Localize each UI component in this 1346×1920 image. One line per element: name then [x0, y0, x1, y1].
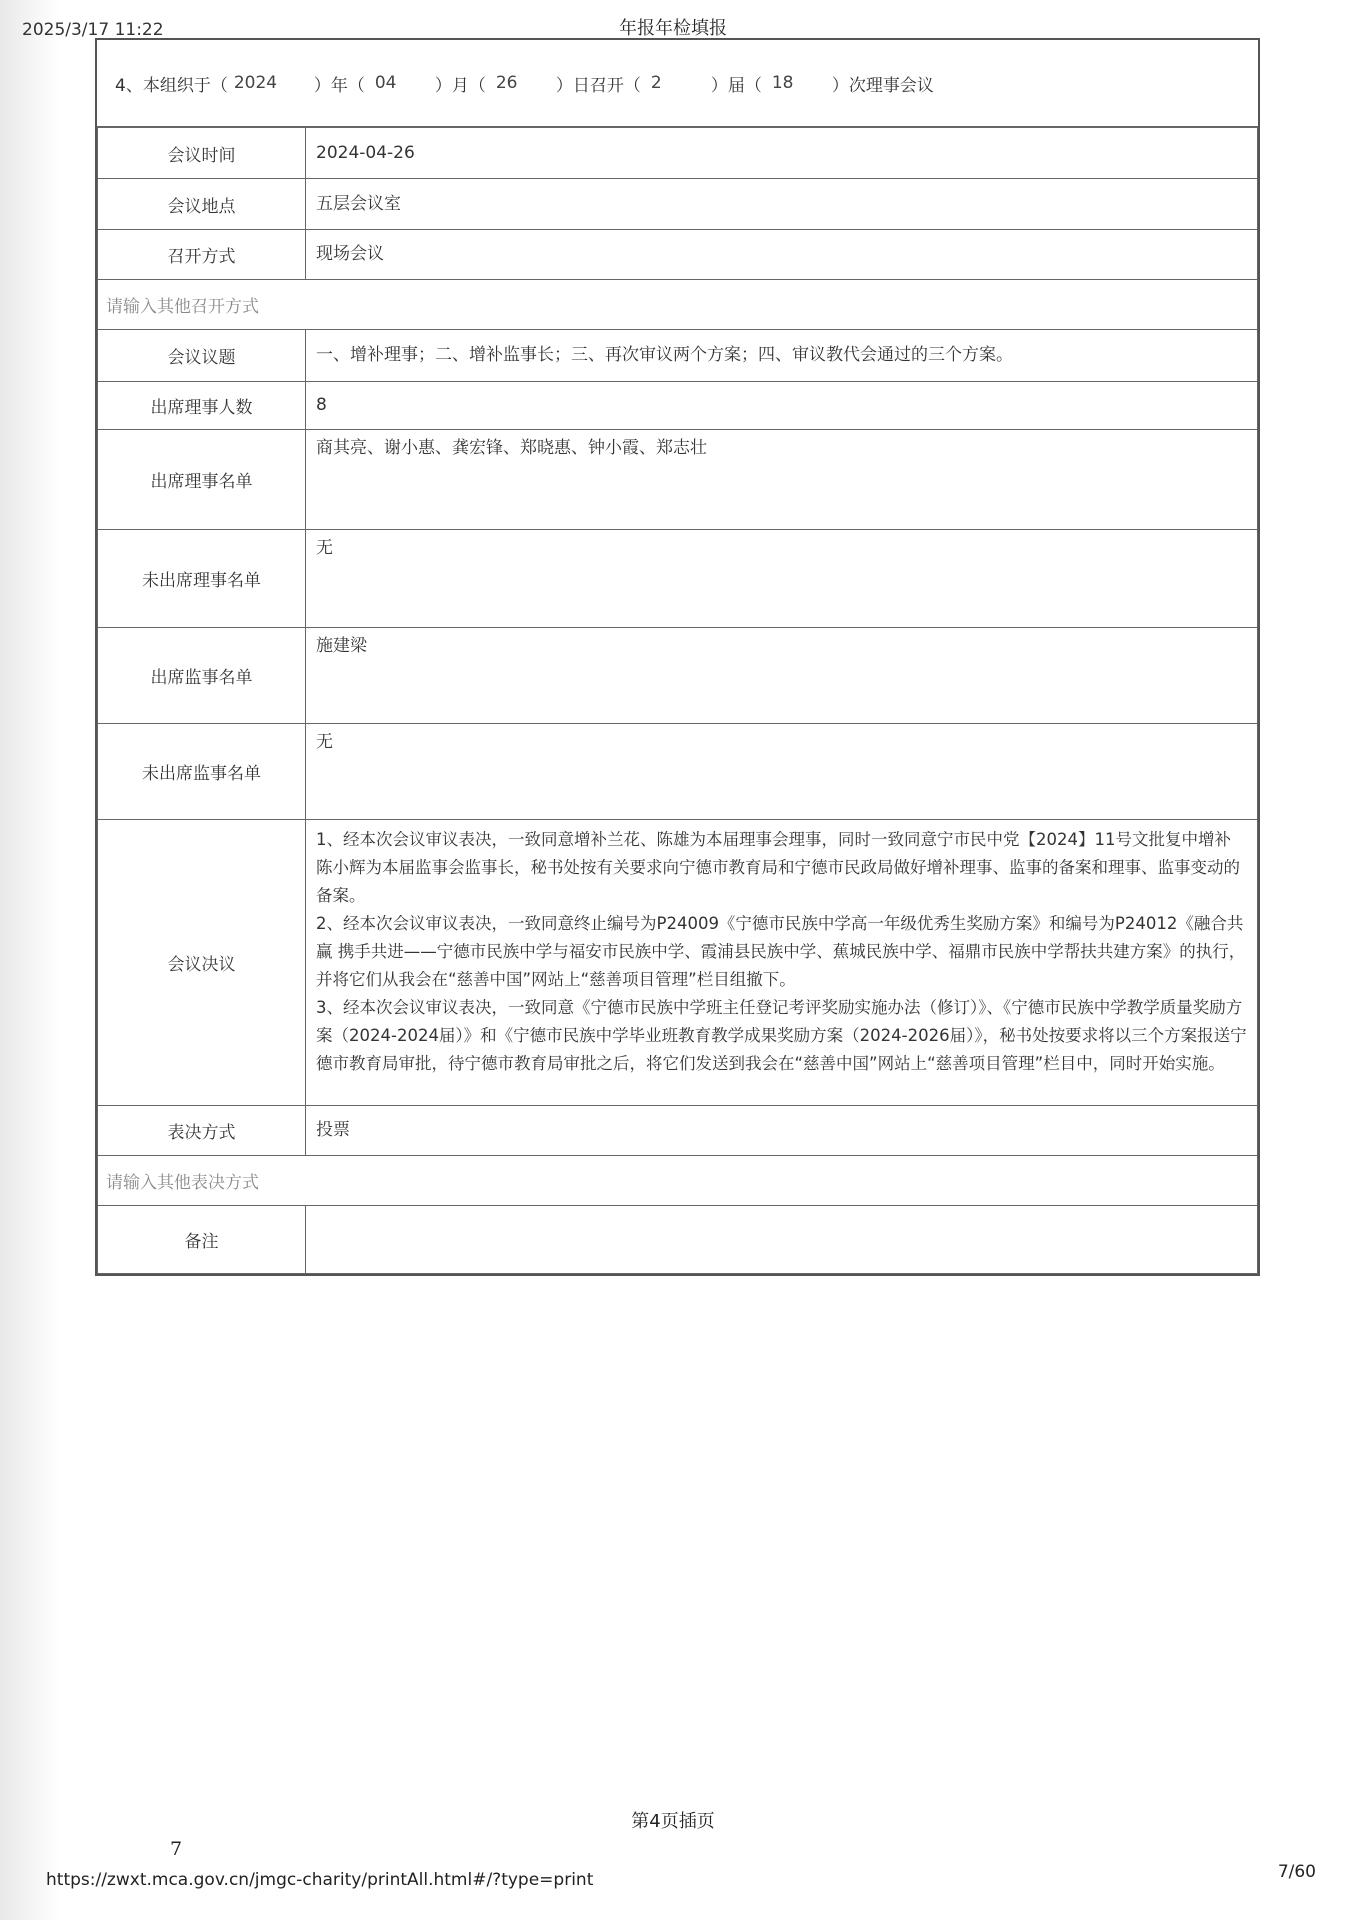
table-row [98, 628, 1258, 724]
resolution-item-1: 1、经本次会议审议表决，一致同意增补兰花、陈雄为本届理事会理事，同时一致同意宁市民中党【2024】11号文批复中增补陈小辉为本届监事会监事长，秘书处按有关要求向宁德市教育局和宁德市民政局做好增补理事、监事的备案和理事、监事变动的备案。 [316, 830, 1240, 906]
intro-count: 18 [771, 73, 794, 93]
intro-day-suffix: ）日召开（ [555, 75, 641, 96]
print-timestamp: 2025/3/17 11:22 [22, 20, 164, 40]
directors-count-label: 出席理事人数 [98, 382, 306, 430]
scan-edge-shadow [0, 0, 60, 1920]
directors-present-field[interactable]: 商其亮、谢小惠、龚宏锋、郑晓惠、钟小霞、郑志壮 [306, 430, 1258, 530]
remark-field[interactable] [306, 1206, 1258, 1274]
supervisors-absent-label: 未出席监事名单 [98, 724, 306, 820]
table-row [98, 820, 1258, 1106]
intro-session: 2 [650, 73, 662, 93]
page-counter: 7/60 [1277, 1862, 1316, 1882]
meeting-detail-table [97, 127, 1258, 1274]
resolution-field[interactable] [306, 820, 1258, 1106]
supervisors-present-field[interactable]: 施建梁 [306, 628, 1258, 724]
meeting-place-label: 会议地点 [98, 179, 306, 230]
table-row [98, 724, 1258, 820]
table-row [98, 382, 1258, 430]
intro-prefix: 4、本组织于（ [115, 75, 228, 96]
vote-method-label: 表决方式 [98, 1106, 306, 1156]
intro-month: 04 [374, 73, 397, 93]
directors-count-field[interactable]: 8 [306, 382, 1258, 430]
intro-day: 26 [495, 73, 518, 93]
other-vote-method-input[interactable]: 请输入其他表决方式 [98, 1156, 1258, 1206]
meeting-method-label: 召开方式 [98, 230, 306, 280]
vote-method-field[interactable]: 投票 [306, 1106, 1258, 1156]
meeting-form [95, 38, 1260, 1276]
table-row [98, 330, 1258, 382]
meeting-method-field[interactable]: 现场会议 [306, 230, 1258, 280]
meeting-topic-label: 会议议题 [98, 330, 306, 382]
directors-absent-label: 未出席理事名单 [98, 530, 306, 628]
table-row [98, 1156, 1258, 1206]
resolution-item-3: 3、经本次会议审议表决，一致同意《宁德市民族中学班主任登记考评奖励实施办法（修订）》、《宁德市民族中学教学质量奖励方案（2024-2024届）》和《宁德市民族中学毕业班教育教学成果奖励方案（2024-2026届）》，秘书处按要求将以三个方案报送宁德市教育局审批，待宁德市教育局审批之后，将它们发送到我会在“慈善中国”网站上“慈善项目管理”栏目中，同时开始实施。 [316, 998, 1247, 1074]
meeting-place-field[interactable]: 五层会议室 [306, 179, 1258, 230]
meeting-time-label: 会议时间 [98, 128, 306, 179]
table-row [98, 1206, 1258, 1274]
intro-session-suffix: ）届（ [710, 75, 762, 96]
intro-month-suffix: ）月（ [434, 75, 486, 96]
resolution-label: 会议决议 [98, 820, 306, 1106]
table-row [98, 530, 1258, 628]
table-row [98, 128, 1258, 179]
supervisors-absent-field[interactable]: 无 [306, 724, 1258, 820]
print-url: https://zwxt.mca.gov.cn/jmgc-charity/printAll.html#/?type=print [46, 1870, 594, 1890]
meeting-time-field[interactable]: 2024-04-26 [306, 128, 1258, 179]
other-method-input[interactable]: 请输入其他召开方式 [98, 280, 1258, 330]
intro-year-suffix: ）年（ [313, 75, 365, 96]
supervisors-present-label: 出席监事名单 [98, 628, 306, 724]
page-title: 年报年检填报 [619, 18, 727, 39]
meeting-topic-field[interactable]: 一、增补理事；二、增补监事长；三、再次审议两个方案；四、审议教代会通过的三个方案。 [306, 330, 1258, 382]
intro-count-suffix: ）次理事会议 [831, 75, 934, 96]
meeting-intro-line [97, 40, 1258, 127]
table-row [98, 430, 1258, 530]
table-row [98, 1106, 1258, 1156]
table-row [98, 179, 1258, 230]
table-row [98, 230, 1258, 280]
table-row [98, 280, 1258, 330]
insert-page-caption: 第4页插页 [631, 1811, 715, 1832]
directors-absent-field[interactable]: 无 [306, 530, 1258, 628]
intro-year: 2024 [233, 73, 278, 93]
remark-label: 备注 [98, 1206, 306, 1274]
directors-present-label: 出席理事名单 [98, 430, 306, 530]
handwritten-page-number: 7 [170, 1838, 183, 1860]
resolution-item-2: 2、经本次会议审议表决，一致同意终止编号为P24009《宁德市民族中学高一年级优秀生奖励方案》和编号为P24012《融合共赢 携手共进——宁德市民族中学与福安市民族中学、霞浦县民族中学、蕉城民族中学、福鼎市民族中学帮扶共建方案》的执行，并将它们从我会在“慈善中国”网站上“慈善项目管理”栏目组撤下。 [316, 914, 1246, 990]
